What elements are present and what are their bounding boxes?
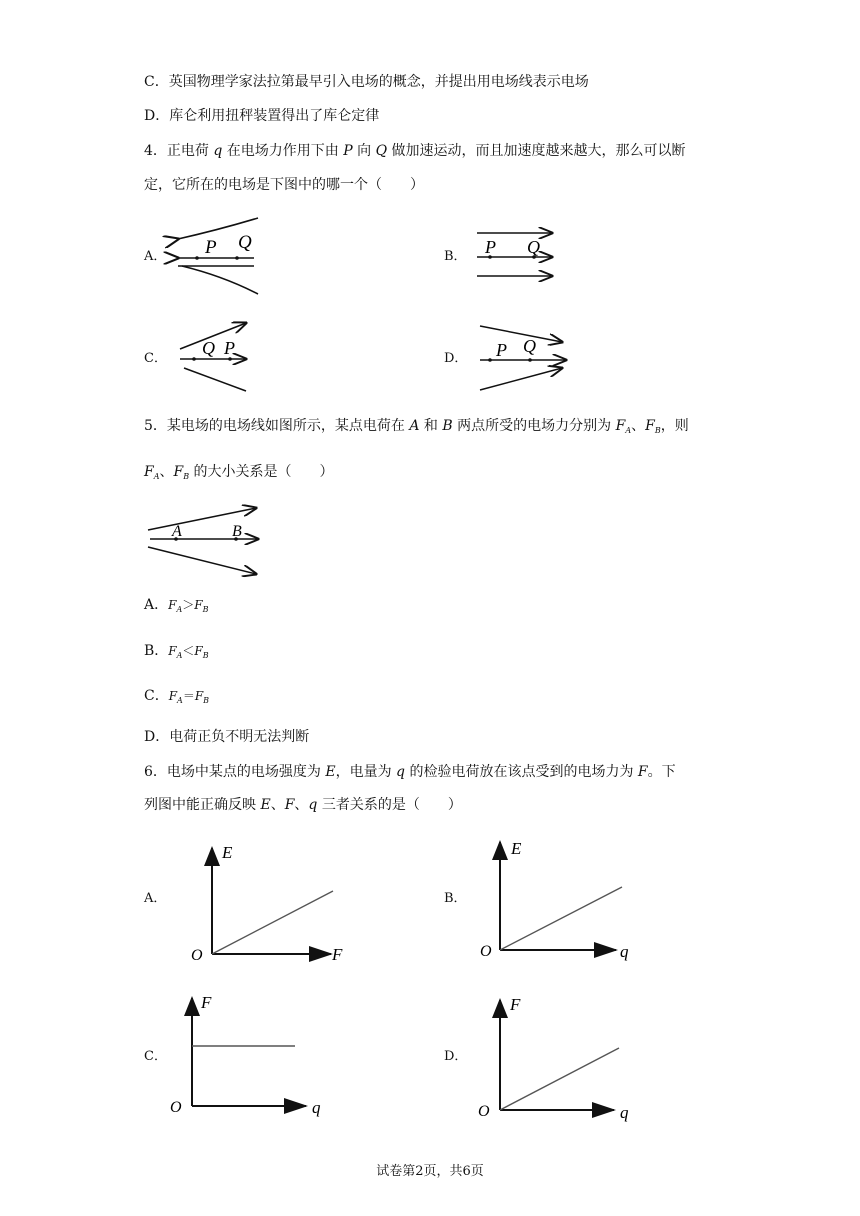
q5-letter-a: A <box>172 523 182 540</box>
q4b-letter-q: Q <box>527 237 540 257</box>
q4-label-a: A． <box>144 249 167 264</box>
q4-figure-b <box>472 225 562 285</box>
q4-figure-c <box>176 318 256 398</box>
q6-graph-d <box>476 992 646 1126</box>
q5-option-b: B．$F_A<F_B$ <box>144 643 209 660</box>
q6-label-b: B． <box>444 891 467 906</box>
q5-stem-line2: $F_A$、$F_B$ 的大小关系是（ ） <box>144 464 334 481</box>
q5-figure <box>146 504 266 580</box>
q6b-axis-q: q <box>620 942 629 961</box>
q6b-axis-e: E <box>511 839 522 858</box>
q6c-axis-f: F <box>201 993 212 1012</box>
q6-graph-b <box>478 834 648 968</box>
q6-label-a: A． <box>144 891 167 906</box>
q6-label-c: C． <box>144 1049 167 1064</box>
q6-graph-c <box>168 990 338 1124</box>
q5-stem-line1: 5．某电场的电场线如图所示，某点电荷在 A 和 B 两点所受的电场力分别为 $F_A$、$F_B$，则 <box>144 418 689 435</box>
q6d-origin: O <box>478 1103 490 1120</box>
q4a-letter-p: P <box>205 237 217 258</box>
q6c-axis-q: q <box>312 1098 321 1117</box>
page-footer: 试卷第2页，共6页 <box>376 1164 484 1179</box>
q5-option-d: D．电荷正负不明无法判断 <box>144 729 310 745</box>
q6-stem-line1: 6．电场中某点的电场强度为 E，电量为 q 的检验电荷放在该点受到的电场力为 F。下 <box>144 764 676 780</box>
q4-stem-line2: 定，它所在的电场是下图中的哪一个（ ） <box>144 177 424 193</box>
q5-option-a: A．$F_A>F_B$ <box>144 597 209 614</box>
q4-label-d: D． <box>444 351 468 366</box>
q3-option-d: D．库仑利用扭秤装置得出了库仑定律 <box>144 108 380 124</box>
q6a-axis-e: E <box>222 843 233 862</box>
q4-figure-d <box>476 320 576 400</box>
q4a-letter-q: Q <box>238 232 252 253</box>
q5-letter-b: B <box>232 523 242 540</box>
q4c-letter-q: Q <box>202 338 215 358</box>
q4b-letter-p: P <box>485 237 496 257</box>
q5-option-c: C．$F_A=F_B$ <box>144 688 210 705</box>
q6c-origin: O <box>170 1099 182 1116</box>
q6d-axis-f: F <box>510 995 521 1014</box>
q4c-letter-p: P <box>224 338 235 358</box>
q4d-letter-p: P <box>496 340 507 360</box>
q3-option-c: C．英国物理学家法拉第最早引入电场的概念，并提出用电场线表示电场 <box>144 74 589 90</box>
q4-figure-a <box>168 210 268 300</box>
q4d-letter-q: Q <box>523 336 536 356</box>
q4-label-c: C． <box>144 351 167 366</box>
q6b-origin: O <box>480 943 492 960</box>
q6-label-d: D． <box>444 1049 468 1064</box>
q4-stem-line1: 4．正电荷 q 在电场力作用下由 P 向 Q 做加速运动，而且加速度越来越大，那么可以断 <box>144 143 686 159</box>
q6d-axis-q: q <box>620 1103 629 1122</box>
q6-stem-line2: 列图中能正确反映 E、F、q 三者关系的是（ ） <box>144 797 462 813</box>
q6-graph-a <box>186 836 356 970</box>
q4-label-b: B． <box>444 249 467 264</box>
q6a-axis-f: F <box>332 945 343 964</box>
q6a-origin: O <box>191 947 203 964</box>
